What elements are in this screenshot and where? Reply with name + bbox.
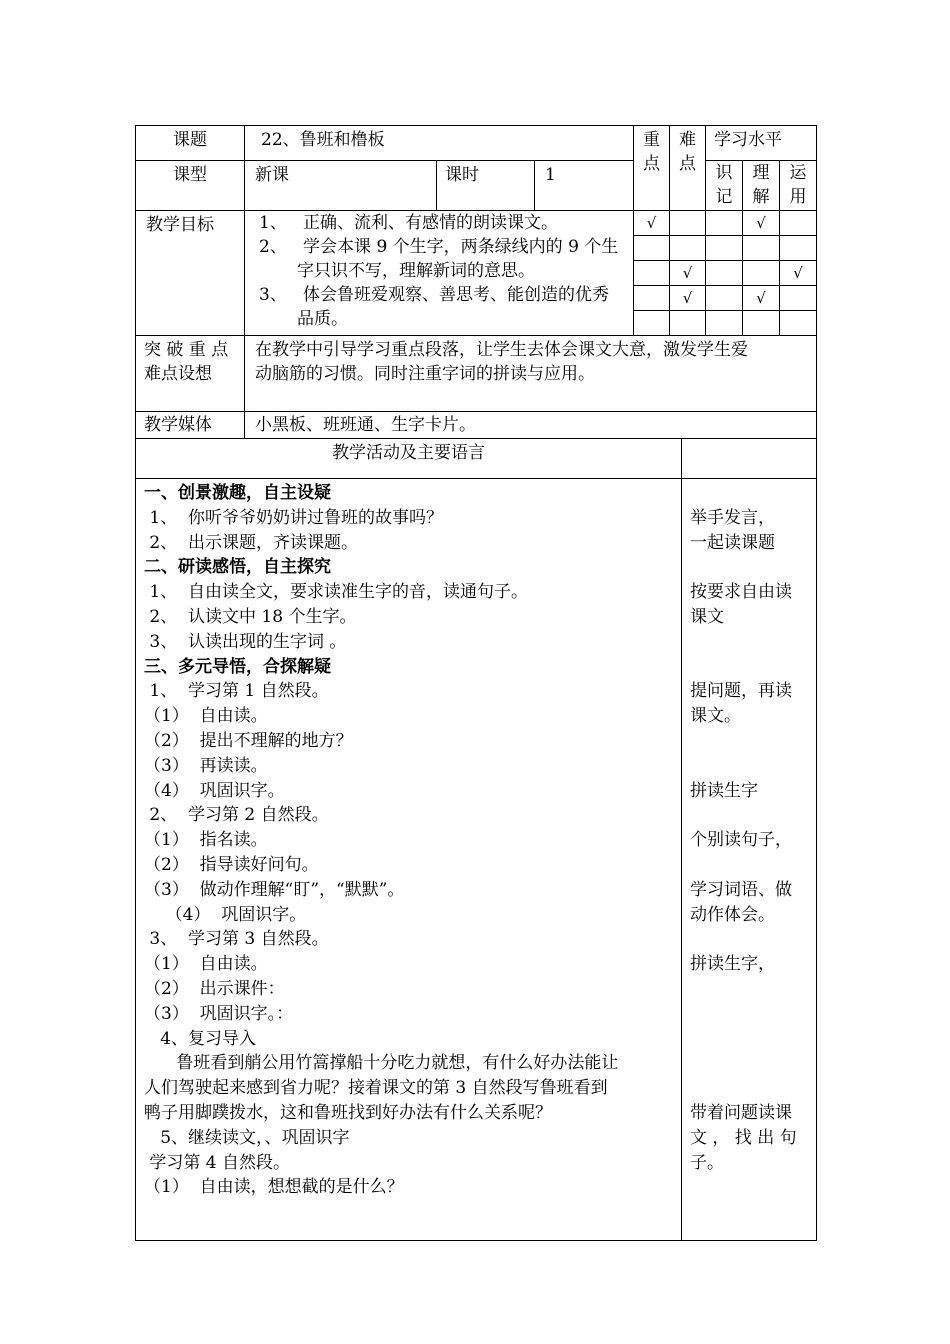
level-apply: 运 用 (780, 161, 817, 211)
student-activity-line: 文 ， 找 出 句 (690, 1127, 797, 1148)
activity-line: 3、 认读出现的生字词 。 (144, 631, 347, 652)
check-mark: √ (743, 211, 780, 236)
activity-line: 鸭子用脚蹼拨水，这和鲁班找到好办法有什么关系呢？ (144, 1102, 552, 1123)
activity-line: （3） 巩固识字。： (144, 1003, 294, 1024)
activity-line: 2、 出示课题，齐读课题。 (144, 532, 359, 553)
activity-line: 1、 自由读全文，要求读准生字的音，读通句子。 (144, 582, 529, 603)
activity-heading: 三、多元导悟，合探解疑 (144, 656, 331, 677)
student-activity-line: 举手发言， (690, 507, 775, 528)
check-mark: √ (780, 261, 817, 286)
activity-line: （3） 再读读。 (144, 755, 268, 776)
activity-line: （3） 做动作理解“盯”，“默默”。 (144, 879, 405, 900)
student-activity-line: 课文 (690, 607, 724, 627)
topic-label: 课题 (136, 126, 245, 161)
difficulty-header: 难 点 (670, 126, 706, 211)
activity-line: 人们驾驶起来感到省力呢？接着课文的第 3 自然段写鲁班看到 (144, 1078, 608, 1099)
activity-line: （1） 指名读。 (144, 830, 268, 851)
activities-table (135, 438, 817, 1241)
type-value: 新课 (245, 161, 437, 211)
activity-line: （1） 自由读，想想截的是什么？ (144, 1177, 404, 1198)
activity-line: 1、 学习第 1 自然段。 (144, 681, 329, 702)
student-activity-line: 按要求自由读 (690, 582, 792, 603)
activity-line: 5、继续读文，、巩固识字 (144, 1127, 350, 1148)
level-remember: 识 记 (706, 161, 743, 211)
check-mark: √ (670, 286, 706, 311)
student-activity-line: 学习词语、做 (690, 879, 792, 900)
activity-line: （2） 指导读好问句。 (144, 854, 319, 875)
activity-heading: 二、研读感悟，自主探究 (144, 557, 331, 578)
activity-line: （2） 提出不理解的地方？ (144, 730, 353, 751)
goal-item: 2、 学会本课 9 个生字，两条绿线内的 9 个生 (259, 237, 619, 257)
student-activity-line: 子。 (690, 1152, 724, 1173)
check-mark: √ (670, 261, 706, 286)
activity-line: （4） 巩固识字。 (144, 780, 285, 801)
level-header: 学习水平 (706, 126, 817, 161)
period-value: 1 (535, 161, 634, 211)
activity-line: （2） 出示课件： (144, 978, 285, 999)
breakthrough-text: 在教学中引导学习重点段落，让学生去体会课文大意，激发学生爱 动脑筋的习惯。同时注重字词的拼读与应用。 (245, 336, 817, 412)
student-activity-line: 课文。 (690, 706, 741, 727)
student-activity-line: 带着问题读课 (690, 1103, 792, 1123)
goals-label: 教学目标 (136, 211, 245, 336)
activity-heading: 一、创景激趣，自主设疑 (144, 483, 331, 503)
goal-item-cont: 品质。 (297, 309, 348, 329)
breakthrough-label: 突 破 重 点 难点设想 (136, 336, 245, 412)
student-activity-line: 一起读课题 (690, 532, 775, 553)
check-mark: √ (743, 286, 780, 311)
goal-item: 3、 体会鲁班爱观察、善思考、能创造的优秀 (259, 285, 610, 305)
activity-line: （1） 自由读。 (144, 706, 268, 727)
student-activity-line: 动作体会。 (690, 904, 775, 925)
activity-line: （4） 巩固识字。 (144, 904, 307, 925)
key-point-header: 重 点 (634, 126, 670, 211)
student-activity-line: 拼读生字， (690, 954, 775, 975)
media-label: 教学媒体 (136, 412, 245, 439)
activity-line: 1、 你听爷爷奶奶讲过鲁班的故事吗？ (144, 507, 444, 528)
activities-content (136, 479, 682, 1241)
activity-line: 鲁班看到艄公用竹篙撑船十分吃力就想，有什么好办法能让 (144, 1053, 619, 1074)
goal-item-cont: 字只识不写，理解新词的意思。 (297, 261, 535, 281)
activity-line: 学习第 4 自然段。 (144, 1152, 291, 1173)
goals-content (245, 211, 634, 336)
activities-header: 教学活动及主要语言 (136, 439, 682, 479)
check-mark: √ (634, 211, 670, 236)
period-label: 课时 (437, 161, 535, 211)
activity-line: 3、 学习第 3 自然段。 (144, 929, 329, 950)
student-activity-line: 个别读句子， (690, 830, 792, 851)
activity-line: （1） 自由读。 (144, 954, 268, 975)
student-activity-line: 拼读生字 (690, 780, 758, 801)
activity-line: 2、 认读文中 18 个生字。 (144, 606, 357, 627)
goal-item: 1、 正确、流利、有感情的朗读课文。 (259, 213, 559, 233)
activity-line: 2、 学习第 2 自然段。 (144, 805, 329, 826)
lesson-info-table (135, 125, 817, 439)
topic-value: 22、鲁班和橹板 (245, 126, 634, 161)
type-label: 课型 (136, 161, 245, 211)
level-understand: 理 解 (743, 161, 780, 211)
activity-line: 4、复习导入 (144, 1028, 257, 1049)
student-activities (682, 479, 817, 1241)
student-activity-line: 提问题，再读 (690, 681, 792, 702)
media-value: 小黑板、班班通、生字卡片。 (245, 412, 817, 439)
